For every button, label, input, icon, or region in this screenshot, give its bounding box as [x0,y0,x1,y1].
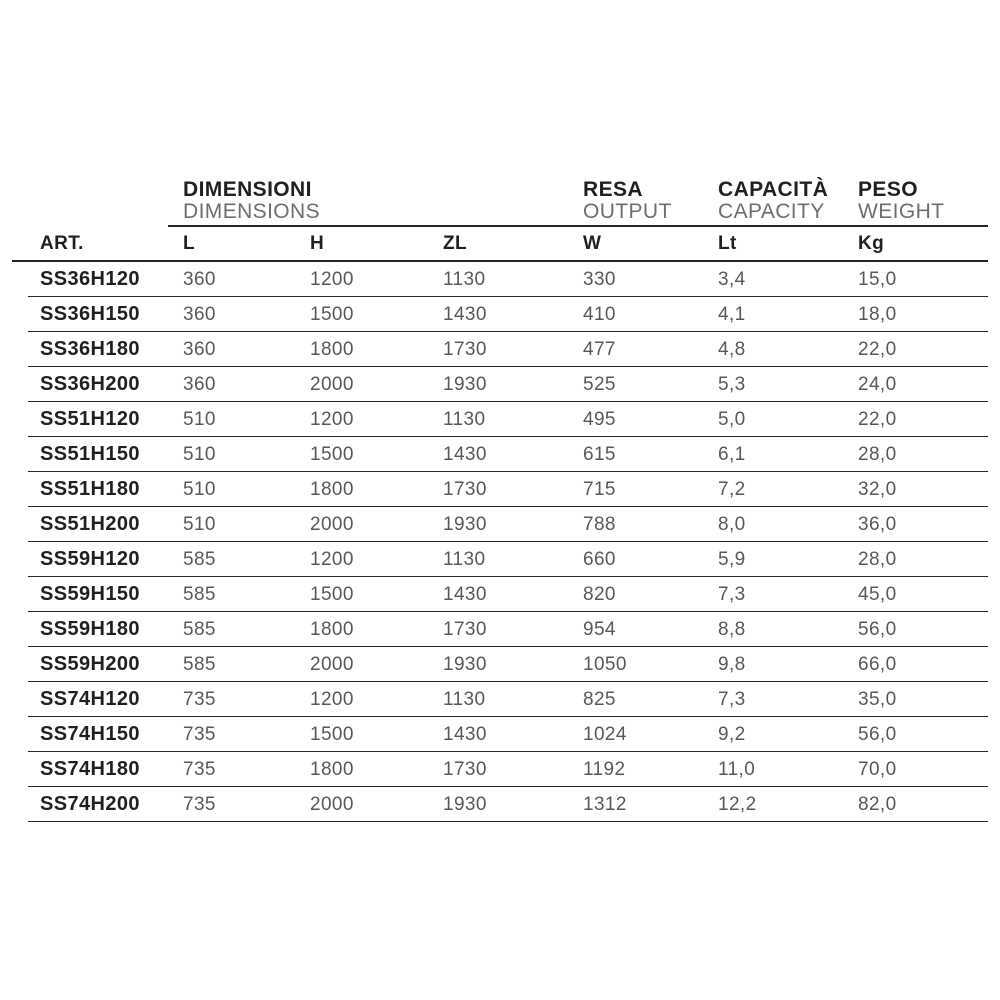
column-header-h: H [310,232,325,254]
cell-lt: 9,8 [718,653,746,675]
group-secondary-label: WEIGHT [858,200,945,223]
cell-h: 1800 [310,758,354,780]
cell-zl: 1730 [443,618,487,640]
article-code: SS36H150 [40,303,140,325]
cell-zl: 1930 [443,513,487,535]
cell-zl: 1730 [443,478,487,500]
cell-l: 735 [183,793,216,815]
cell-h: 1500 [310,303,354,325]
table-row [12,367,988,402]
table-row [12,752,988,787]
cell-kg: 56,0 [858,723,897,745]
table-row [12,787,988,822]
column-header-l: L [183,232,196,254]
cell-lt: 4,1 [718,303,746,325]
cell-l: 360 [183,338,216,360]
cell-kg: 70,0 [858,758,897,780]
row-divider [28,821,988,823]
cell-h: 1200 [310,548,354,570]
table-row [12,402,988,437]
cell-kg: 24,0 [858,373,897,395]
column-header-art: ART. [40,232,84,254]
table-row [12,262,988,297]
cell-lt: 8,8 [718,618,746,640]
group-header-output [583,179,718,227]
cell-zl: 1430 [443,443,487,465]
cell-lt: 7,2 [718,478,746,500]
cell-zl: 1430 [443,303,487,325]
cell-w: 820 [583,583,616,605]
table-row [12,647,988,682]
table-row [12,542,988,577]
cell-zl: 1430 [443,583,487,605]
cell-zl: 1930 [443,793,487,815]
cell-w: 1024 [583,723,627,745]
cell-l: 735 [183,758,216,780]
cell-lt: 6,1 [718,443,746,465]
cell-zl: 1930 [443,653,487,675]
cell-w: 477 [583,338,616,360]
cell-h: 2000 [310,793,354,815]
cell-l: 510 [183,443,216,465]
cell-w: 954 [583,618,616,640]
cell-l: 510 [183,478,216,500]
group-primary-label: RESA [583,178,643,201]
cell-w: 825 [583,688,616,710]
cell-h: 1800 [310,338,354,360]
cell-lt: 7,3 [718,583,746,605]
article-code: SS36H120 [40,268,140,290]
cell-h: 1500 [310,443,354,465]
cell-lt: 3,4 [718,268,746,290]
article-code: SS51H120 [40,408,140,430]
table-row [12,717,988,752]
cell-kg: 18,0 [858,303,897,325]
article-code: SS74H150 [40,723,140,745]
cell-kg: 36,0 [858,513,897,535]
spec-table [12,175,988,822]
cell-l: 360 [183,268,216,290]
cell-kg: 35,0 [858,688,897,710]
cell-l: 585 [183,548,216,570]
table-group-header-row [12,175,988,227]
article-code: SS59H150 [40,583,140,605]
cell-kg: 82,0 [858,793,897,815]
cell-w: 788 [583,513,616,535]
cell-kg: 22,0 [858,408,897,430]
cell-h: 1200 [310,408,354,430]
cell-h: 1500 [310,723,354,745]
cell-kg: 22,0 [858,338,897,360]
cell-zl: 1430 [443,723,487,745]
cell-w: 1312 [583,793,627,815]
cell-zl: 1130 [443,268,486,290]
article-code: SS51H180 [40,478,140,500]
table-row [12,507,988,542]
article-code: SS59H180 [40,618,140,640]
cell-lt: 11,0 [718,758,756,780]
article-code: SS74H180 [40,758,140,780]
cell-h: 1500 [310,583,354,605]
table-row [12,612,988,647]
cell-l: 735 [183,688,216,710]
cell-l: 360 [183,373,216,395]
cell-kg: 28,0 [858,548,897,570]
cell-w: 495 [583,408,616,430]
group-primary-label: PESO [858,178,918,201]
cell-h: 1200 [310,688,354,710]
cell-lt: 7,3 [718,688,746,710]
cell-l: 735 [183,723,216,745]
cell-w: 1050 [583,653,627,675]
cell-kg: 32,0 [858,478,897,500]
article-code: SS74H200 [40,793,140,815]
article-code: SS36H180 [40,338,140,360]
cell-w: 615 [583,443,616,465]
article-code: SS36H200 [40,373,140,395]
column-header-w: W [583,232,602,254]
cell-h: 2000 [310,513,354,535]
group-header-divider [168,225,988,227]
table-row [12,577,988,612]
table-header-row [12,227,988,262]
cell-zl: 1130 [443,408,486,430]
cell-l: 510 [183,408,216,430]
group-header-weight [858,179,988,227]
table-row [12,472,988,507]
cell-lt: 4,8 [718,338,746,360]
cell-l: 585 [183,583,216,605]
group-secondary-label: DIMENSIONS [183,200,321,223]
article-code: SS74H120 [40,688,140,710]
article-code: SS59H200 [40,653,140,675]
cell-l: 360 [183,303,216,325]
cell-w: 525 [583,373,616,395]
cell-lt: 5,9 [718,548,746,570]
column-header-zl: ZL [443,232,468,254]
cell-zl: 1130 [443,548,486,570]
group-header-dimensions [183,179,583,227]
table-row [12,682,988,717]
cell-w: 660 [583,548,616,570]
table-row [12,437,988,472]
table-body [12,262,988,822]
column-header-lt: Lt [718,232,737,254]
cell-lt: 12,2 [718,793,757,815]
cell-lt: 5,3 [718,373,746,395]
cell-lt: 5,0 [718,408,746,430]
cell-w: 330 [583,268,616,290]
group-secondary-label: OUTPUT [583,200,672,223]
cell-kg: 66,0 [858,653,897,675]
cell-kg: 45,0 [858,583,897,605]
column-header-kg: Kg [858,232,885,254]
cell-w: 1192 [583,758,626,780]
cell-zl: 1930 [443,373,487,395]
group-secondary-label: CAPACITY [718,200,825,223]
cell-h: 1800 [310,618,354,640]
article-code: SS51H150 [40,443,140,465]
cell-h: 1200 [310,268,354,290]
cell-lt: 9,2 [718,723,746,745]
cell-kg: 56,0 [858,618,897,640]
cell-kg: 28,0 [858,443,897,465]
cell-l: 585 [183,653,216,675]
cell-zl: 1730 [443,758,487,780]
cell-zl: 1730 [443,338,487,360]
cell-l: 585 [183,618,216,640]
cell-w: 410 [583,303,616,325]
group-header-capacity [718,179,858,227]
article-code: SS59H120 [40,548,140,570]
cell-w: 715 [583,478,616,500]
cell-l: 510 [183,513,216,535]
cell-h: 2000 [310,373,354,395]
cell-zl: 1130 [443,688,486,710]
group-primary-label: DIMENSIONI [183,178,312,201]
cell-kg: 15,0 [858,268,897,290]
group-primary-label: CAPACITÀ [718,178,829,201]
cell-h: 1800 [310,478,354,500]
table-row [12,297,988,332]
article-code: SS51H200 [40,513,140,535]
cell-h: 2000 [310,653,354,675]
cell-lt: 8,0 [718,513,746,535]
table-row [12,332,988,367]
